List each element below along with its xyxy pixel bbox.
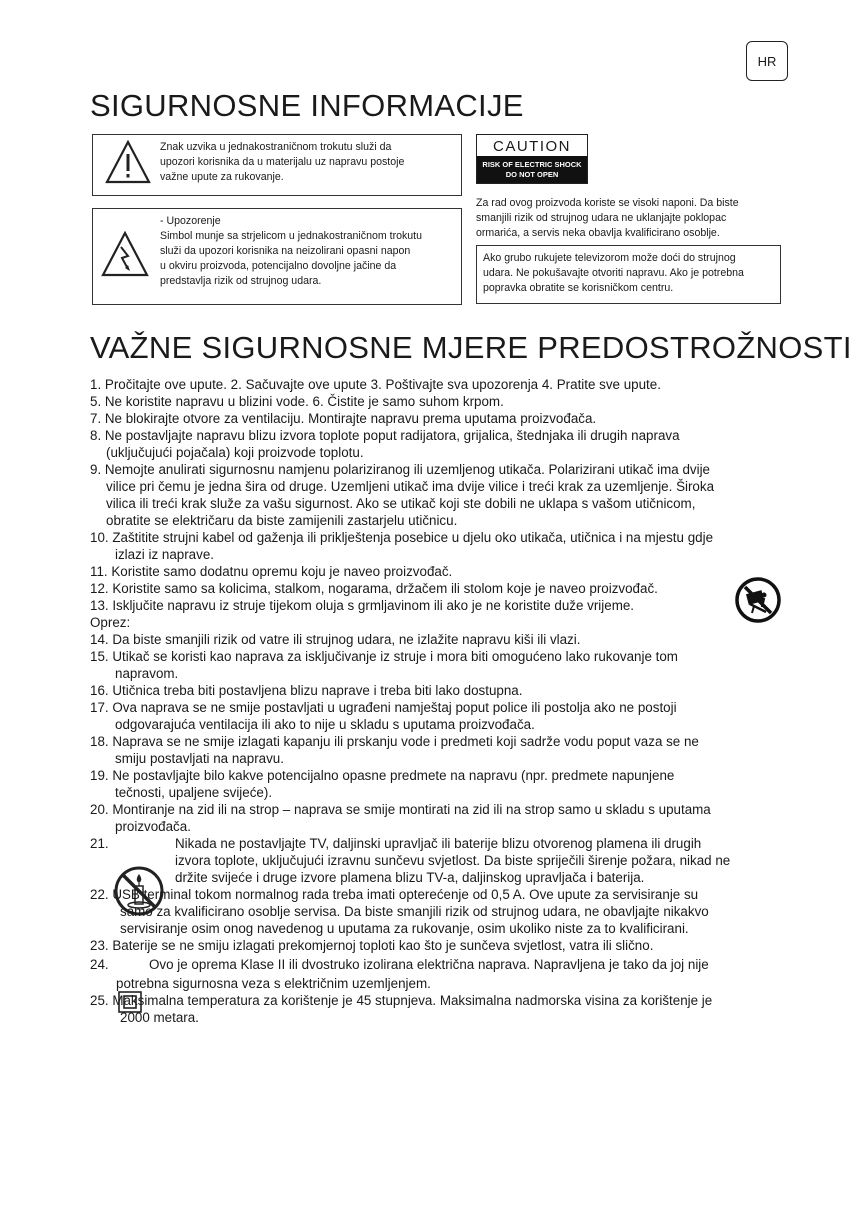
list-text: Ovo je oprema Klase II ili dvostruko izolirana električna naprava. Napravljena je tako da joj nije	[149, 957, 709, 972]
warning-box-handling	[476, 245, 781, 304]
text-line: Za rad ovog proizvoda koriste se visoki naponi. Da biste	[476, 197, 739, 209]
list-item: 22. USB terminal tokom normalnog rada treba imati opterećenje od 0,5 A. Ove upute za servisiranje su	[90, 887, 699, 902]
list-item: (uključujući pojačala) koji proizvode toplotu.	[106, 445, 364, 460]
list-item: 5. Ne koristite napravu u blizini vode. 6. Čistite je samo suhom krpom.	[90, 394, 504, 409]
list-item: 10. Zaštitite strujni kabel od gaženja ili priklještenja posebice u djelu oko utikača, utičnica i na mjestu gdje	[90, 530, 714, 545]
text-line: služi da upozori korisnika na neizolirani opasni napon	[160, 245, 411, 257]
caution-subtitle-line: DO NOT OPEN	[505, 169, 559, 179]
list-item: 13. Isključite napravu iz struje tijekom oluja s grmljavinom ili ako je ne koristite duže vrijeme.	[90, 598, 635, 613]
list-item: 25. Maksimalna temperatura za korištenje je 45 stupnjeva. Maksimalna nadmorska visina za korištenje je	[90, 993, 713, 1008]
caution-label	[476, 134, 588, 184]
list-item: potrebna sigurnosna veza s električnim uzemljenjem.	[116, 976, 431, 991]
list-item: samo za kvalificirano osoblje servisa. Da biste smanjili rizik od strujnog udara, ne obavljajte nikakvo	[120, 904, 709, 919]
text-line: Znak uzvika u jednakostraničnom trokutu služi da	[160, 141, 392, 153]
warning-box-exclamation	[92, 134, 462, 196]
list-item: 17. Ova naprava se ne smije postavljati u ugrađeni namještaj poput police ili postolja ako ne postoji	[90, 700, 677, 715]
box1-text	[160, 140, 404, 185]
list-item: 20. Montiranje na zid ili na strop – naprava se smije montirati na zid ili na strop samo u skladu s uputama	[90, 802, 711, 817]
text-line: udara. Ne pokušavajte otvoriti napravu. Ako je potrebna	[483, 267, 744, 279]
list-item: smiju postavljati na napravu.	[115, 751, 284, 766]
list-item: izlazi iz naprave.	[115, 547, 214, 562]
list-item	[90, 954, 780, 975]
list-item: 14. Da biste smanjili rizik od vatre ili strujnog udara, ne izlažite napravu kiši ili vlazi.	[90, 632, 581, 647]
list-item: proizvođača.	[115, 819, 191, 834]
box3-text	[483, 251, 744, 296]
list-item: 9. Nemojte anulirati sigurnosnu namjenu polariziranog ili uzemljenog utikača. Polarizirani utikač ima dvije	[90, 462, 710, 477]
exclamation-triangle-icon	[105, 140, 151, 184]
list-item: 19. Ne postavljajte bilo kakve potencijalno opasne predmete na napravu (npr. predmete napunjene	[90, 768, 675, 783]
box2-text	[160, 214, 422, 289]
text-line: popravka obratite se korisničkom centru.	[483, 282, 674, 294]
list-item: 15. Utikač se koristi kao naprava za isključivanje iz struje i mora biti omogućeno lako rukovanje tom	[90, 649, 678, 664]
list-item: držite svijeće i druge izvore plamena blizu TV-a, daljinskog upravljača i baterija.	[175, 870, 645, 885]
text-line: ormarića, a servis neka obavlja kvalificirano osoblje.	[476, 227, 720, 239]
text-line: važne upute za rukovanje.	[160, 171, 284, 183]
list-item	[90, 835, 780, 852]
text-line: Ako grubo rukujete televizorom može doći do strujnog	[483, 252, 736, 264]
text-line: predstavlja rizik od strujnog udara.	[160, 275, 322, 287]
list-item: 8. Ne postavljajte napravu blizu izvora toplote poput radijatora, grijalica, štednjaka ili drugih naprava	[90, 428, 680, 443]
list-text: Nikada ne postavljajte TV, daljinski upravljač ili baterije blizu otvorenog plamena ili drugih	[175, 836, 702, 851]
warning-box-lightning	[92, 208, 462, 305]
caution-subtitle	[477, 156, 587, 183]
list-item: Oprez:	[90, 615, 131, 630]
list-item: servisiranje osim onog navedenog u uputama za rukovanje, osim ukoliko niste za to kvalificirani.	[120, 921, 689, 936]
lightning-triangle-icon	[101, 231, 149, 277]
text-line: Simbol munje sa strjelicom u jednakostraničnom trokutu	[160, 230, 423, 242]
list-item: 11. Koristite samo dodatnu opremu koju je naveo proizvođač.	[90, 564, 453, 579]
caution-subtitle-line: RISK OF ELECTRIC SHOCK	[482, 160, 582, 169]
section-title-safety: SIGURNOSNE INFORMACIJE	[90, 88, 524, 123]
list-number: 24.	[90, 957, 109, 972]
language-badge: HR	[746, 41, 788, 81]
safety-measures-list	[90, 376, 780, 1026]
section-title-measures: VAŽNE SIGURNOSNE MJERE PREDOSTROŽNOSTI	[90, 330, 852, 365]
text-line: upozori korisnika da u materijalu uz napravu postoje	[160, 156, 405, 168]
list-item: odgovarajuća ventilacija ili ako to nije u skladu s uputama proizvođača.	[115, 717, 535, 732]
list-item: 7. Ne blokirajte otvore za ventilaciju. Montirajte napravu prema uputama proizvođača.	[90, 411, 597, 426]
caution-description	[476, 196, 739, 241]
list-item: 23. Baterije se ne smiju izlagati prekomjernoj toploti kao što je sunčeva svjetlost, vatra ili slično.	[90, 938, 654, 953]
text-line: u okviru proizvoda, potencijalno dovoljne jačine da	[160, 260, 397, 272]
list-item: 12. Koristite samo sa kolicima, stalkom, nogarama, držačem ili stolom koje je naveo proizvođač.	[90, 581, 658, 596]
list-item: izvora toplote, uključujući izravnu sunčevu svjetlost. Da biste spriječili širenje požara, nikad ne	[175, 853, 731, 868]
list-number: 21.	[90, 836, 109, 851]
list-item: napravom.	[115, 666, 179, 681]
list-item: 18. Naprava se ne smije izlagati kapanju ili prskanju vode i predmeti koji sadrže vodu poput vaza se ne	[90, 734, 699, 749]
caution-title: CAUTION	[493, 137, 571, 155]
text-line: smanjili rizik od strujnog udara ne uklanjajte poklopac	[476, 212, 727, 224]
list-item: 2000 metara.	[120, 1010, 199, 1025]
list-item: 1. Pročitajte ove upute. 2. Sačuvajte ove upute 3. Poštivajte sva upozorenja 4. Pratite sve upute.	[90, 377, 661, 392]
list-item: vilica ili treći krak služe za vašu sigurnost. Ako se utikač koji ste dobili ne uklapa s vašom utičnicom,	[106, 496, 696, 511]
list-item: tečnosti, upaljene svijeće).	[115, 785, 273, 800]
text-line: - Upozorenje	[160, 215, 221, 227]
list-item: 16. Utičnica treba biti postavljena blizu naprave i treba biti lako dostupna.	[90, 683, 523, 698]
list-item: obratite se električaru da biste zamijenili zastarjelu utičnicu.	[106, 513, 458, 528]
list-item: vilice pri čemu je jedna šira od druge. Uzemljeni utikač ima dvije vilice i treći krak za uzemljenje. Široka	[106, 479, 715, 494]
